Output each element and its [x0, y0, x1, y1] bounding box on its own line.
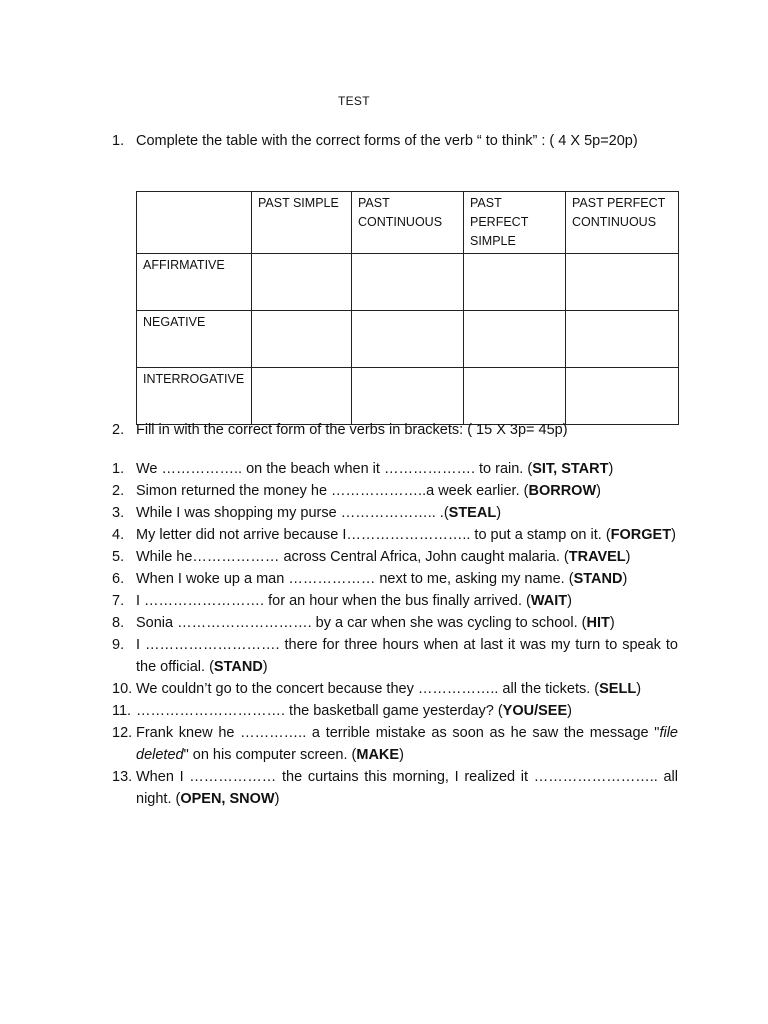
- item-end: ): [596, 483, 601, 499]
- table-header-row: [137, 192, 679, 254]
- item-end: ): [567, 703, 572, 719]
- item-number: 12.: [112, 725, 133, 741]
- verb-forms-table: [136, 191, 679, 425]
- table-row: [137, 254, 679, 311]
- item-number: 1.: [112, 461, 125, 477]
- page-title: TEST: [338, 94, 370, 108]
- answer-cell[interactable]: [566, 311, 679, 368]
- list-item: [112, 458, 678, 480]
- item-text-continued: " on his computer screen. (: [183, 747, 357, 763]
- question-2-text: Fill in with the correct form of the verbs in brackets: ( 15 X 3p= 45p): [136, 422, 568, 438]
- item-verb: WAIT: [530, 593, 568, 609]
- item-verb: SIT, START: [532, 461, 609, 477]
- item-end: ): [609, 615, 615, 631]
- table-row-label: INTERROGATIVE: [137, 368, 252, 425]
- list-item: [112, 480, 678, 502]
- list-item: [112, 634, 678, 678]
- item-end: ): [608, 461, 614, 477]
- answer-cell[interactable]: [352, 311, 464, 368]
- question-1: [112, 130, 678, 152]
- item-number: 5.: [112, 549, 125, 565]
- item-text: My letter did not arrive because I…………………….. to put a stamp on it. (: [136, 527, 611, 543]
- table-header-cell: PAST PERFECT CONTINUOUS: [566, 192, 679, 254]
- list-item: [112, 700, 678, 722]
- list-item: [112, 590, 678, 612]
- item-verb: BORROW: [528, 483, 597, 499]
- item-number: 13.: [112, 769, 133, 785]
- answer-cell[interactable]: [566, 368, 679, 425]
- list-item: [112, 568, 678, 590]
- item-text: We …………….. on the beach when it ………………. to rain. (: [136, 461, 533, 477]
- item-end: ): [399, 747, 404, 763]
- item-verb: MAKE: [356, 747, 400, 763]
- item-text: When I woke up a man ……………… next to me, asking my name. (: [136, 571, 574, 587]
- item-text: …………………………. the basketball game yesterday? (: [136, 703, 503, 719]
- question-1-text: Complete the table with the correct forms of the verb “ to think” : ( 4 X 5p=20p): [136, 133, 638, 149]
- item-verb: FORGET: [610, 527, 672, 543]
- item-verb: OPEN, SNOW: [180, 791, 275, 807]
- item-number: 7.: [112, 593, 125, 609]
- item-text: While I was shopping my purse ……………….. .(: [136, 505, 449, 521]
- item-number: 6.: [112, 571, 125, 587]
- item-verb: STAND: [213, 659, 263, 675]
- item-text: I ………………………. there for three hours when at last it was my turn to speak to the official. (: [136, 637, 678, 675]
- table-row: [137, 311, 679, 368]
- answer-cell[interactable]: [464, 368, 566, 425]
- list-item: [112, 722, 678, 766]
- table-header-cell: [137, 192, 252, 254]
- answer-cell[interactable]: [252, 254, 352, 311]
- answer-cell[interactable]: [352, 368, 464, 425]
- item-end: ): [274, 791, 280, 807]
- item-text: Frank knew he ………….. a terrible mistake as soon as he saw the message ": [136, 725, 660, 741]
- question-1-number: 1.: [112, 133, 125, 149]
- table-header-cell: PAST PERFECT SIMPLE: [464, 192, 566, 254]
- item-text: While he……………… across Central Africa, John caught malaria. (: [136, 549, 569, 565]
- answer-cell[interactable]: [464, 311, 566, 368]
- item-number: 3.: [112, 505, 125, 521]
- item-number: 11.: [112, 703, 132, 719]
- answer-cell[interactable]: [352, 254, 464, 311]
- table-header-cell: PAST SIMPLE: [252, 192, 352, 254]
- list-item: [112, 766, 678, 810]
- list-item: [112, 502, 678, 524]
- item-text: Simon returned the money he ………………..a week earlier. (: [136, 483, 529, 499]
- item-number: 2.: [112, 483, 125, 499]
- item-number: 10.: [112, 681, 133, 697]
- item-end: ): [671, 527, 676, 543]
- table-header-cell: PAST CONTINUOUS: [352, 192, 464, 254]
- answer-cell[interactable]: [566, 254, 679, 311]
- list-item: [112, 524, 678, 546]
- list-item: [112, 546, 678, 568]
- item-italic-text: file deleted: [136, 725, 678, 763]
- answer-cell[interactable]: [252, 311, 352, 368]
- question-2: [112, 419, 678, 441]
- item-end: ): [567, 593, 572, 609]
- table-row-label: NEGATIVE: [137, 311, 252, 368]
- item-verb: SELL: [599, 681, 637, 697]
- answer-cell[interactable]: [464, 254, 566, 311]
- table-row: [137, 368, 679, 425]
- item-end: ): [625, 549, 631, 565]
- item-number: 4.: [112, 527, 125, 543]
- item-end: ): [496, 505, 502, 521]
- list-item: [112, 678, 678, 700]
- question-2-number: 2.: [112, 422, 125, 438]
- item-end: ): [262, 659, 268, 675]
- item-number: 8.: [112, 615, 125, 631]
- item-end: ): [636, 681, 642, 697]
- item-text: When I ……………… the curtains this morning, I realized it …………………….. all night. (: [136, 769, 678, 807]
- item-verb: TRAVEL: [568, 549, 626, 565]
- item-text: We couldn’t go to the concert because they …………….. all the tickets. (: [136, 681, 600, 697]
- item-verb: YOU/SEE: [502, 703, 568, 719]
- list-item: [112, 612, 678, 634]
- item-verb: HIT: [586, 615, 610, 631]
- item-verb: STAND: [573, 571, 623, 587]
- answer-cell[interactable]: [252, 368, 352, 425]
- item-text: Sonia ………………………. by a car when she was cycling to school. (: [136, 615, 587, 631]
- item-verb: STEAL: [448, 505, 497, 521]
- table-row-label: AFFIRMATIVE: [137, 254, 252, 311]
- item-text: I ……………………. for an hour when the bus finally arrived. (: [136, 593, 531, 609]
- exercise-list: [112, 458, 678, 810]
- item-end: ): [622, 571, 628, 587]
- item-number: 9.: [112, 637, 125, 653]
